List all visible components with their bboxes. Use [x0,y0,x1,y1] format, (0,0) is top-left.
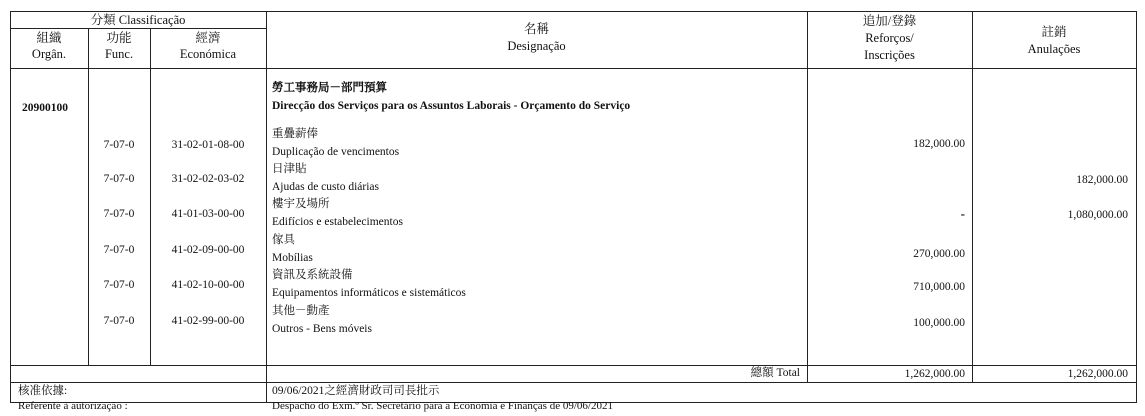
header-anulacoes-pt: Anulações [1027,42,1081,56]
header-econ-zh: 經濟 [195,31,221,45]
rule-right [1136,11,1137,403]
row-6-label-zh: 其他－動產 [272,305,330,317]
row-6-econ: 41-02-99-00-00 [171,315,245,327]
row-1-reforcos: 182,000.00 [913,138,965,150]
row-2-econ: 31-02-02-03-02 [171,173,245,185]
row-1-label-pt: Duplicação de vencimentos [272,146,400,158]
rule-col-reforcos [972,11,973,382]
rule-classification [10,28,266,29]
header-anulacoes-zh: 註銷 [1041,25,1067,39]
rule-header-bottom [10,68,1137,69]
row-4-econ: 41-02-09-00-00 [171,244,245,256]
rule-total-bottom [10,382,1137,383]
header-reforcos-zh: 追加/登錄 [862,14,917,28]
rule-left [10,11,11,403]
row-3-reforcos: - [960,206,965,221]
row-2-func: 7-07-0 [103,173,135,185]
row-2-anulacoes: 182,000.00 [1076,174,1128,186]
header-inscricoes-pt: Inscrições [864,48,915,62]
row-4-reforcos: 270,000.00 [913,248,965,260]
header-designacao-zh: 名稱 [523,22,549,36]
row-5-func: 7-07-0 [103,279,135,291]
budget-table [10,11,1137,412]
row-6-func: 7-07-0 [103,315,135,327]
header-econ-pt: Económica [179,47,237,61]
row-5-reforcos: 710,000.00 [913,281,965,293]
row-1-label-zh: 重疊薪俸 [272,128,318,140]
row-5-label-zh: 資訊及系統設備 [272,269,353,281]
header-func-pt: Func. [104,47,134,61]
rule-col-econ [266,11,267,403]
authorization-text-zh: 09/06/2021之經濟財政司司長批示 [272,385,440,397]
authorization-label-pt: Referente à autorização : [18,400,128,412]
row-3-func: 7-07-0 [103,208,135,220]
header-reforcos-pt: Reforços/ [865,31,914,45]
row-5-econ: 41-02-10-00-00 [171,279,245,291]
header-classificacao: 分類 Classificação [90,13,186,27]
header-organ-zh: 組織 [36,31,62,45]
row-3-label-zh: 樓宇及場所 [272,198,330,210]
rule-body-bottom [10,365,1137,366]
header-designacao-pt: Designação [507,39,566,53]
total-reforcos: 1,262,000.00 [904,368,965,380]
rule-top [10,11,1137,12]
row-4-label-pt: Mobílias [272,252,313,264]
authorization-label-zh: 核准依據: [18,385,68,397]
organ-code: 20900100 [22,102,68,114]
total-label: 總額 Total [750,367,800,379]
row-4-label-zh: 傢具 [272,234,295,246]
row-1-econ: 31-02-01-08-00 [171,139,245,151]
service-title-zh: 勞工事務局－部門預算 [272,82,387,94]
row-3-econ: 41-01-03-00-00 [171,208,245,220]
row-6-reforcos: 100,000.00 [913,317,965,329]
row-2-label-pt: Ajudas de custo diárias [272,181,379,193]
row-6-label-pt: Outros - Bens móveis [272,323,372,335]
row-5-label-pt: Equipamentos informáticos e sistemáticos [272,287,466,299]
row-3-anulacoes: 1,080,000.00 [1067,209,1128,221]
total-anulacoes: 1,262,000.00 [1067,368,1128,380]
header-organ-pt: Orgân. [31,47,67,61]
service-title-pt: Direcção dos Serviços para os Assuntos Laborais - Orçamento do Serviço [272,100,631,112]
row-4-func: 7-07-0 [103,244,135,256]
row-3-label-pt: Edifícios e estabelecimentos [272,216,403,228]
row-2-label-zh: 日津貼 [272,163,307,175]
row-1-func: 7-07-0 [103,139,135,151]
header-func-zh: 功能 [106,31,132,45]
authorization-text-pt: Despacho do Exm.º Sr. Secretário para a Economia e Finanças de 09/06/2021 [272,400,613,412]
